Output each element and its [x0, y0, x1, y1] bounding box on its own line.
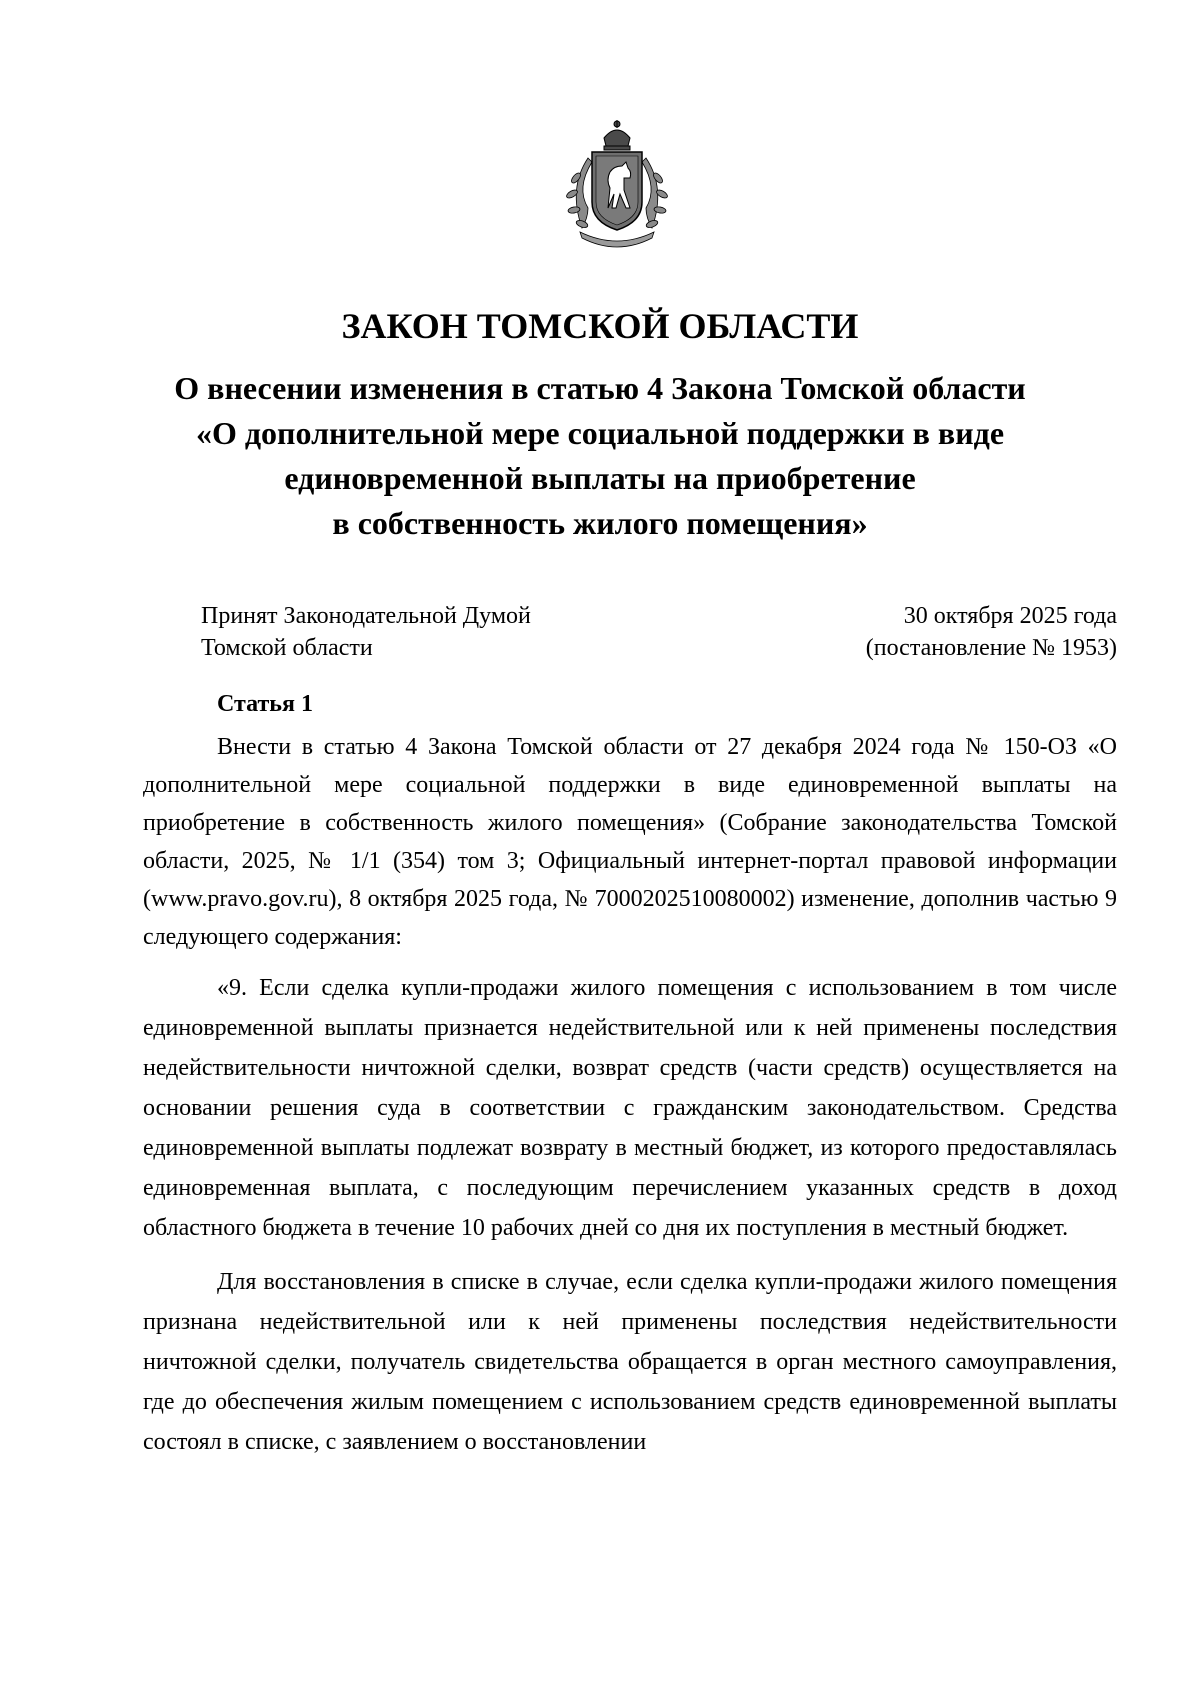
article-heading: Статья 1 [217, 691, 313, 717]
article-paragraph: «9. Если сделка купли-продажи жилого помещения с использованием в том числе единовременной выплаты признается недействительной или к ней применены последствия недействительности ничтожной сделки, возврат средств (части средств) осуществляется на основании решения суда в соответствии с гражданским законодательством. Средства единовременной выплаты подлежат возврату в местный бюджет, из которого предоставлялась единовременная выплата, с последующим перечислением указанных средств в доход областного бюджета в течение 10 рабочих дней со дня их поступления в местный бюджет. [143, 975, 1117, 1241]
adoption-date-block [717, 600, 1117, 664]
law-subtitle-line: «О дополнительной мере социальной поддержки в виде [195, 415, 1005, 451]
article-paragraph: Внести в статью 4 Закона Томской области от 27 декабря 2024 года № 150-ОЗ «О дополнительной мере социальной поддержки в виде единовременной выплаты на приобретение в собственность жилого помещения» (Собрание законодательства Томской области, 2025, № 1/1 (354) том 3; Официальный интернет-портал правовой информации (www.pravo.gov.ru), 8 октября 2025 года, № 7000202510080002) изменение, дополнив частью 9 следующего содержания: [143, 734, 1117, 950]
adoption-date: 30 октября 2025 года [903, 603, 1117, 629]
adopted-by-line: Томской области [201, 635, 373, 661]
title-block [100, 304, 1100, 546]
resolution-number: (постановление № 1953) [865, 635, 1117, 661]
law-subtitle-line: единовременной выплаты на приобретение [284, 460, 916, 496]
law-subtitle-line: в собственность жилого помещения» [332, 505, 868, 541]
adopted-by-line: Принят Законодательной Думой [201, 603, 531, 629]
law-subtitle [100, 366, 1100, 546]
adopted-by [201, 600, 701, 664]
law-subtitle-line: О внесении изменения в статью 4 Закона Томской области [174, 370, 1026, 406]
article-paragraph: Для восстановления в списке в случае, если сделка купли-продажи жилого помещения признана недействительной или к ней применены последствия недействительности ничтожной сделки, получатель свидетельства обращается в орган местного самоуправления, где до обеспечения жилым помещением с использованием средств единовременной выплаты состоял в списке, с заявлением о восстановлении [143, 1269, 1117, 1455]
law-title: ЗАКОН ТОМСКОЙ ОБЛАСТИ [341, 306, 859, 346]
tomsk-coat-of-arms-icon [558, 118, 676, 254]
article-body [143, 728, 1117, 1462]
